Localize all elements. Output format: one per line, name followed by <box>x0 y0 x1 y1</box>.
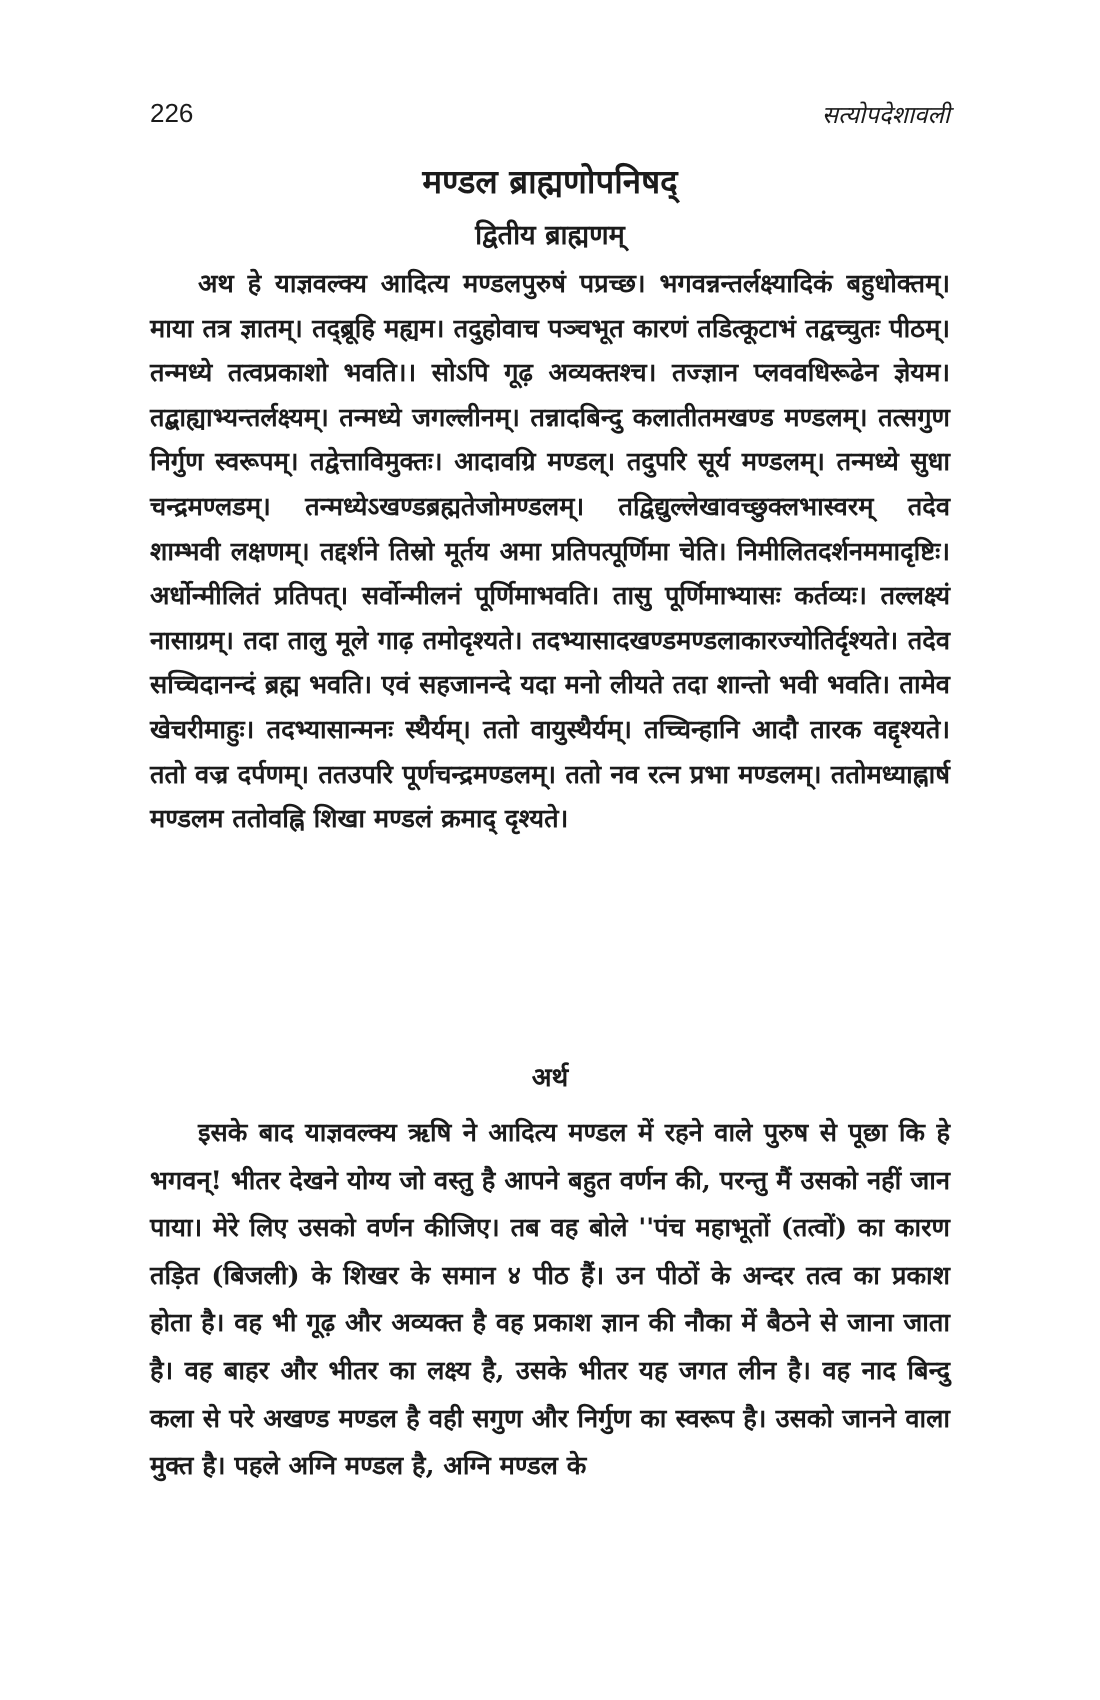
upanishad-title: मण्डल ब्राह्मणोपनिषद् <box>422 162 678 201</box>
sanskrit-verse-text: अथ हे याज्ञवल्क्य आदित्य मण्डलपुरुषं पप्रच्छ। भगवन्नन्तर्लक्ष्यादिकं बहुधोक्तम्। माया तत्र ज्ञातम्। तद्ब्रूहि मह्यम। तदुहोवाच पञ्चभूत कारणं तडित्कूटाभं तद्वच्चुतः पीठम्। तन्मध्ये तत्वप्रकाशो भवति।। सोऽपि गूढ़ अव्यक्तश्च। तज्ज्ञान प्लववधिरूढेन ज्ञेयम। तद्बाह्याभ्यन्तर्लक्ष्यम्। तन्मध्ये जगल्लीनम्। तन्नादबिन्दु कलातीतमखण्ड मण्डलम्। तत्सगुण निर्गुण स्वरूपम्। तद्वेत्ताविमुक्तः। आदावग्रि मण्डल्। तदुपरि सूर्य मण्डलम्। तन्मध्ये सुधा चन्द्रमण्लडम्। तन्मध्येऽखण्डब्रह्मतेजोमण्डलम्। तद्विद्युल्लेखावच्छुक्लभास्वरम् तदेव शाम्भवी लक्षणम्। तद्दर्शने तिस्रो मूर्तय अमा प्रतिपत्पूर्णिमा चेति। निमीलितदर्शनममादृष्टिः। अर्धोन्मीलितं प्रतिपत्। सर्वोन्मीलनं पूर्णिमाभवति। तासु पूर्णिमाभ्यासः कर्तव्यः। तल्लक्ष्यं नासाग्रम्। तदा तालु मूले गाढ़ तमोदृश्यते। तदभ्यासादखण्डमण्डलाकारज्योतिर्दृश्यते। तदेव सच्चिदानन्दं ब्रह्म भवति। एवं सहजानन्दे यदा मनो लीयते तदा शान्तो भवी भवति। तामेव खेचरीमाहुः। तदभ्यासान्मनः स्थैर्यम्। ततो वायुस्थैर्यम्। तच्चिन्हानि आदौ तारक वद्दृश्यते। ततो वज्र दर्पणम्। ततउपरि पूर्णचन्द्रमण्डलम्। ततो नव रत्न प्रभा मण्डलम्। ततोमध्याह्नार्ष मण्डलम ततोवह्नि शिखा मण्डलं क्रमाद् दृश्यते। <box>150 269 950 835</box>
meaning-heading: अर्थ <box>531 1063 569 1093</box>
page-number: 226 <box>150 98 194 128</box>
section-subtitle: द्वितीय ब्राह्मणम् <box>475 220 625 251</box>
running-header <box>150 98 950 138</box>
book-title: सत्योपदेशावली <box>821 101 950 129</box>
hindi-translation-text: इसके बाद याज्ञवल्क्य ऋषि ने आदित्य मण्डल में रहने वाले पुरुष से पूछा कि हे भगवन्! भीतर देखने योग्य जो वस्तु है आपने बहुत वर्णन की, परन्तु मैं उसको नहीं जान पाया। मेरे लिए उसको वर्णन कीजिए। तब वह बोले ''पंच महाभूतों (तत्वों) का कारण तड़ित (बिजली) के शिखर के समान ४ पीठ हैं। उन पीठों के अन्दर तत्व का प्रकाश होता है। वह भी गूढ़ और अव्यक्त है वह प्रकाश ज्ञान की नौका में बैठने से जाना जाता है। वह बाहर और भीतर का लक्ष्य है, उसके भीतर यह जगत लीन है। वह नाद बिन्दु कला से परे अखण्ड मण्डल है वही सगुण और निर्गुण का स्वरूप है। उसको जानने वाला मुक्त है। पहले अग्नि मण्डल है, अग्नि मण्डल के <box>150 1118 950 1482</box>
